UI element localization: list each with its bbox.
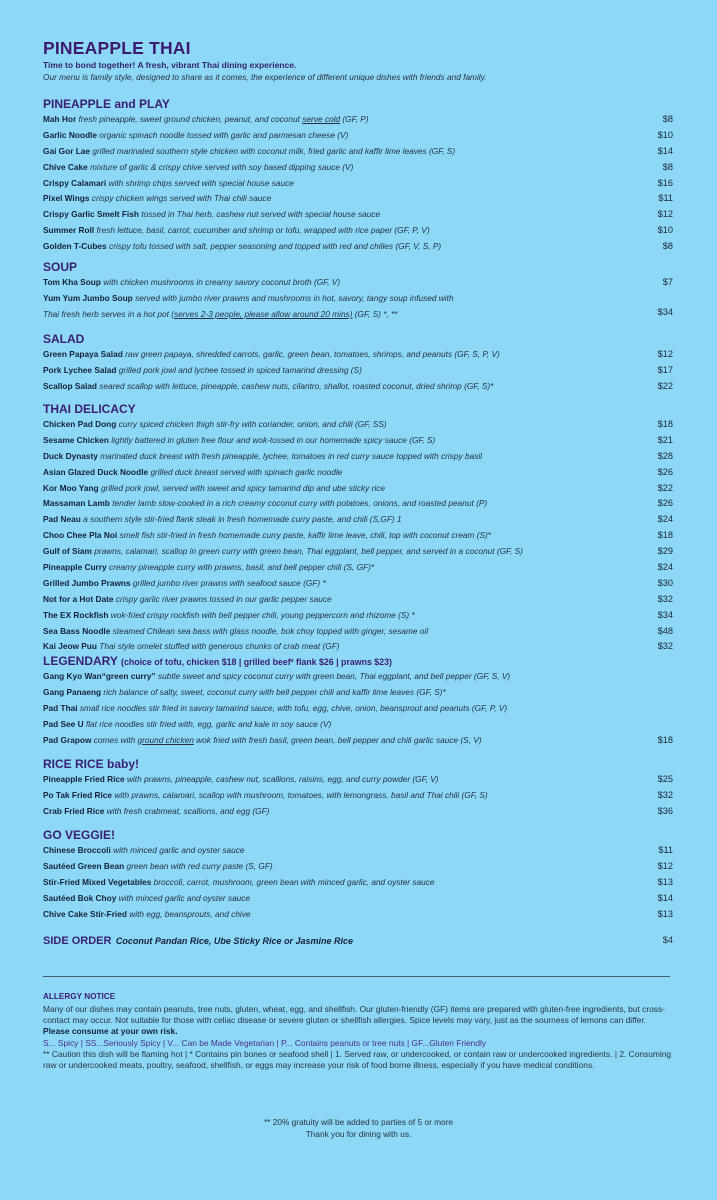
section-title: GO VEGGIE! (43, 828, 116, 842)
section-title: PINEAPPLE and PLAY (43, 97, 170, 111)
item-desc: grilled jumbo river prawns with seafood sauce (GF) * (132, 577, 326, 588)
item-name: Pad Grapow (43, 734, 92, 745)
menu-item (43, 363, 683, 379)
allergy-notice (43, 1004, 673, 1071)
menu-item (43, 128, 683, 144)
menu-item (43, 112, 683, 128)
item-price: $4 (662, 935, 673, 945)
item-name: Gai Gor Lae (43, 145, 91, 156)
item-price: $32 (657, 789, 673, 800)
menu-item (43, 685, 683, 701)
item-desc: curry spiced chicken thigh stir-fry with coriander, onion, and chili (GF, SS) (118, 419, 387, 429)
item-desc: seared scallop with lettuce, pineapple, cashew nuts, cilantro, shallot, roasted coconut, dried shrimp (GF, S)* (99, 380, 494, 391)
item-name: Garlic Noodle (43, 129, 97, 140)
item-name: Sesame Chicken (43, 434, 109, 445)
item-desc: grilled duck breast served with spinach garlic noodle (150, 466, 343, 477)
item-name: Green Papaya Salad (43, 349, 123, 359)
allergy-notes: ** Caution this dish will be flaming hot | * Contains pin bones or seafood shell | 1. Served raw, or undercooked, or contain raw or undercooked ingredients. | 2. Consuming raw or undercooked meats, poultry, seafood, shellfish, or eggs may increase your risk of food borne illness, especially if you have medical conditions. (43, 1048, 672, 1071)
item-desc: lightly battered in gluten free flour and wok-tossed in our homemade spicy sauce (GF, S) (111, 434, 436, 445)
menu-item (43, 144, 683, 160)
item-name: Sea Bass Noodle (43, 625, 111, 636)
section-rice (43, 756, 683, 820)
item-desc: comes with (93, 734, 136, 745)
item-price: $22 (657, 380, 673, 391)
item-desc: with shrimp chips served with special house sauce (108, 177, 294, 188)
item-desc: with minced garlic and oyster sauce (113, 845, 245, 855)
item-desc: fresh lettuce, basil, carrot, cucumber and shrimp or tofu, wrapped with rice paper (GF, P, V) (96, 225, 430, 236)
allergy-legend: S... Spicy | SS...Seriously Spicy | V... Can be Made Vegetarian | P... Contains peanuts or tree nuts | GF...Gluten Friendly (43, 1037, 487, 1048)
item-desc: subtle sweet and spicy coconut curry with green bean, Thai eggplant, and bell pepper (GF, S, V) (157, 671, 511, 681)
thank-you-note: Thank you for dining with us. (305, 1129, 412, 1139)
allergy-warning: Please consume at your own risk. (43, 1026, 178, 1037)
item-name: Crab Fried Rice (43, 805, 105, 816)
item-name: Gulf of Siam (43, 546, 92, 557)
item-desc-tail: (GF, S) *, ** (354, 308, 398, 319)
footer (0, 1116, 717, 1140)
item-price: $21 (657, 434, 673, 445)
menu-item (43, 544, 683, 560)
item-name: Pineapple Curry (43, 562, 107, 573)
item-desc: a southern style stir-fried flank steak in fresh homemade curry paste, and chili (S,GF) 1 (83, 514, 402, 525)
menu-item (43, 433, 683, 449)
menu-item (43, 859, 683, 875)
item-price: $32 (657, 641, 673, 652)
menu-item (43, 804, 683, 820)
menu-item (43, 379, 683, 395)
menu-item (43, 275, 683, 291)
gratuity-note: ** 20% gratuity will be added to parties of 5 or more (263, 1117, 454, 1127)
item-price: $28 (657, 450, 673, 461)
section-pineapple-play (43, 96, 683, 255)
section-title: RICE RICE baby! (43, 757, 140, 771)
item-price: $14 (657, 145, 673, 156)
item-desc: wok-fried crispy rockfish with bell pepper chili, young peppercorn and rhizome (S) * (110, 609, 415, 620)
section-soup (43, 259, 683, 321)
item-name: Chinese Broccoli (43, 845, 111, 855)
item-name: Yum Yum Jumbo Soup (43, 292, 133, 303)
item-desc: grilled pork jowl, served with sweet and spicy tamarind dip and ube sticky rice (100, 482, 386, 493)
item-price: $18 (657, 419, 673, 429)
item-price: $11 (658, 845, 673, 855)
item-desc: grilled pork jowl and lychee tossed in spiced tamarind dressing (S) (118, 364, 362, 375)
item-price: $34 (657, 306, 673, 317)
menu-item (43, 481, 683, 497)
menu-item (43, 733, 683, 749)
item-price: $8 (662, 241, 673, 252)
item-desc: crispy garlic river prawns tossed in our garlic pepper sauce (115, 593, 332, 604)
item-price: $18 (657, 734, 673, 745)
menu-item (43, 528, 683, 544)
item-desc: with prawns, pineapple, cashew nut, scallions, raisins, egg, and curry powder (GF, V) (126, 774, 439, 784)
item-name: Crispy Calamari (43, 177, 107, 188)
menu-item (43, 891, 683, 907)
item-price: $48 (657, 625, 673, 636)
menu-item (43, 347, 683, 363)
item-desc: broccoli, carrot, mushroom, green bean with minced garlic, and oyster sauce (153, 876, 435, 887)
menu-item (43, 191, 683, 207)
item-name: Mah Hor (43, 114, 77, 124)
item-name: Chive Cake (43, 161, 88, 172)
item-desc: prawns, calamari, scallop in green curry with green bean, Thai eggplant, bell pepper, and served in a coconut (GF, S) (94, 546, 523, 557)
item-desc: fresh pineapple, sweet ground chicken, peanut, and coconut (78, 114, 300, 124)
item-name: Pad Thai (43, 702, 78, 713)
item-desc: with prawns, calamari, scallop with mushroom, tomatoes, with lemongrass, basil and Thai chili (GF, S) (114, 789, 488, 800)
item-desc: smelt fish stir-fried in fresh homemade curry paste, kaffir lime leave, chili, top with coconut cream (S)* (119, 530, 492, 541)
item-desc: small rice noodles stir fried in savory tamarind sauce, with tofu, egg, chive, onion, beansprout and peanuts (GF, P, V) (79, 702, 508, 713)
item-price: $34 (657, 609, 673, 620)
item-name: Kai Jeow Puu (43, 641, 97, 652)
item-desc-underlined: (serves 2-3 people, please allow around 20 mins) (171, 308, 353, 319)
divider (43, 976, 670, 977)
item-name: Massaman Lamb (43, 498, 110, 509)
item-name: Sautéed Bok Choy (43, 892, 117, 903)
item-desc: flat rice noodles stir fried with, egg, garlic and kale in soy sauce (V) (85, 718, 332, 729)
section-veggie (43, 827, 683, 922)
menu-item (43, 717, 683, 733)
menu-item (43, 223, 683, 239)
item-name: Pork Lychee Salad (43, 364, 117, 375)
item-price: $13 (657, 876, 673, 887)
menu-item (43, 239, 683, 255)
menu-item (43, 160, 683, 176)
menu-item (43, 176, 683, 192)
item-name: Scallop Salad (43, 380, 97, 391)
item-name: Summer Roll (43, 225, 95, 236)
item-price: $22 (657, 482, 673, 493)
item-name: Stir-Fried Mixed Vegetables (43, 876, 152, 887)
menu-item (43, 560, 683, 576)
menu-item (43, 907, 683, 923)
item-price: $12 (657, 209, 673, 220)
menu-item (43, 624, 683, 640)
menu-item (43, 291, 683, 321)
item-price: $10 (657, 129, 673, 140)
item-price: $32 (657, 593, 673, 604)
item-desc: with chicken mushrooms in creamy savory coconut broth (GF, V) (103, 277, 341, 287)
item-desc: rich balance of salty, sweet, coconut curry with bell pepper chili and kaffir lime leaves (GF, S)* (103, 686, 446, 697)
item-price: $8 (662, 114, 673, 124)
item-desc: mixture of garlic & crispy chive served with soy based dipping sauce (V) (90, 161, 354, 172)
item-name: Po Tak Fried Rice (43, 789, 113, 800)
item-price: $36 (657, 805, 673, 816)
menu-item (43, 843, 683, 859)
section-title: SALAD (43, 332, 85, 346)
restaurant-title: PINEAPPLE THAI (43, 38, 191, 58)
item-price: $10 (657, 225, 673, 236)
item-price: $24 (657, 514, 673, 525)
item-desc: green bean with red curry paste (S, GF) (126, 860, 273, 871)
tagline: Time to bond together! A fresh, vibrant Thai dining experience. (43, 60, 297, 70)
menu-item (43, 608, 683, 624)
item-price: $12 (657, 349, 673, 359)
item-price: $25 (657, 774, 673, 784)
menu-item (43, 772, 683, 788)
menu-item (43, 496, 683, 512)
menu-item (43, 875, 683, 891)
menu-item (43, 669, 683, 685)
menu-item (43, 465, 683, 481)
section-salad (43, 331, 683, 395)
item-price: $14 (657, 892, 673, 903)
allergy-title: ALLERGY NOTICE (43, 992, 116, 1001)
item-desc: served with jumbo river prawns and mushrooms in hot, savory, tangy soup infused with (135, 292, 454, 303)
intro-text: Our menu is family style, designed to share as it comes, the experience of different unique dishes with friends and family. (43, 72, 487, 82)
item-price: $18 (657, 530, 673, 541)
menu-item (43, 207, 683, 223)
menu-item (43, 592, 683, 608)
section-title-text: LEGENDARY (43, 654, 118, 668)
menu-item (43, 788, 683, 804)
section-legendary (43, 653, 683, 748)
item-name: Gang Kyo Wan“green curry” (43, 671, 156, 681)
section-title: THAI DELICACY (43, 402, 136, 416)
item-desc-underlined: ground chicken (137, 734, 194, 745)
item-desc-tail: wok fried with fresh basil, green bean, bell pepper and chili garlic sauce (S, V) (196, 734, 482, 745)
item-desc: organic spinach noodle tossed with garlic and parmesan cheese (V) (99, 129, 349, 140)
item-price: $7 (662, 277, 673, 287)
item-desc: with minced garlic and oyster sauce (118, 892, 251, 903)
item-name: Gang Panaeng (43, 686, 102, 697)
item-desc: grilled marinated southern style chicken with coconut milk, fried garlic and kaffir lime leaves (GF, S) (92, 145, 456, 156)
item-desc: with egg, beansprouts, and chive (129, 908, 251, 919)
item-price: $13 (657, 908, 673, 919)
allergy-text: Many of our dishes may contain peanuts, tree nuts, gluten, wheat, egg, and shellfish. Our gluten-friendly (GF) items are prepared with gluten-free ingredients, but cross-contact may occur. Not suitable for those with celiac disease or severe gluten or shellfish allergies. Spice levels may vary, just as the sourness of lemons can differ. (43, 1004, 665, 1026)
item-desc-tail: (GF, P) (342, 114, 369, 124)
item-price: $12 (657, 860, 673, 871)
item-desc: crispy tofu tossed with salt, pepper seasoning and topped with red and chilies (GF, V, S, P) (108, 241, 442, 252)
menu-item (43, 701, 683, 717)
section-title (43, 653, 683, 669)
section-subtitle: (choice of tofu, chicken $18 | grilled beef² flank $26 | prawns $23) (121, 657, 392, 667)
side-order (43, 931, 683, 949)
section-title: SOUP (43, 260, 78, 274)
item-desc: raw green papaya, shredded carrots, garlic, green bean, tomatoes, shrimps, and peanuts (GF, S, P, V) (125, 349, 500, 359)
item-desc-underlined: serve cold (302, 114, 341, 124)
item-price: $16 (657, 177, 673, 188)
item-name: Pad See U (43, 718, 84, 729)
item-name: Chive Cake Stir-Fried (43, 908, 127, 919)
menu-item (43, 512, 683, 528)
item-price: $17 (657, 364, 673, 375)
item-name: The EX Rockfish (43, 609, 109, 620)
item-price: $26 (657, 466, 673, 477)
item-desc: Thai style omelet stuffed with generous chunks of crab meat (GF) (99, 641, 340, 652)
item-desc-line2 (43, 307, 683, 323)
section-thai-delicacy (43, 401, 683, 655)
item-desc: marinated duck breast with fresh pineapple, lychee, tomatoes in red curry sauce topped with crispy basil (100, 450, 483, 461)
item-desc: creamy pineapple curry with prawns, basil, and bell pepper chili (S, GF)* (108, 562, 375, 573)
section-title: SIDE ORDER (43, 935, 112, 947)
item-name: Golden T-Cubes (43, 241, 107, 252)
item-price: $30 (657, 577, 673, 588)
item-price: $24 (657, 562, 673, 573)
item-name: Chicken Pad Dong (43, 419, 117, 429)
item-name: Pixel Wings (43, 193, 90, 204)
item-desc: tossed in Thai herb, cashew nut served with special house sauce (141, 209, 381, 220)
item-name: Asian Glazed Duck Noodle (43, 466, 149, 477)
item-name: Duck Dynasty (43, 450, 98, 461)
item-price: $8 (662, 161, 673, 172)
item-name: Tom Kha Soup (43, 277, 101, 287)
item-name: Grilled Jumbo Prawns (43, 577, 131, 588)
item-name: Not for a Hot Date (43, 593, 114, 604)
item-desc: tender lamb slow-cooked in a rich creamy coconut curry with potatoes, onions, and roasted peanut (P) (112, 498, 488, 509)
item-name: Kor Moo Yang (43, 482, 99, 493)
item-name: Pad Neau (43, 514, 81, 525)
item-price: $26 (657, 498, 673, 509)
menu-item (43, 417, 683, 433)
item-name: Crispy Garlic Smelt Fish (43, 209, 139, 220)
item-name: Pineapple Fried Rice (43, 774, 125, 784)
menu-item (43, 449, 683, 465)
item-price: $29 (657, 546, 673, 557)
item-price: $11 (658, 193, 673, 204)
item-desc: with fresh crabmeat, scallions, and egg (GF) (106, 805, 270, 816)
item-desc-line2-text: Thai fresh herb serves in a hot pot (43, 308, 169, 319)
item-name: Choo Chee Pla Noi (43, 530, 118, 541)
side-options: Coconut Pandan Rice, Ube Sticky Rice or Jasmine Rice (115, 936, 353, 946)
item-desc: steamed Chilean sea bass with glass noodle, bok choy topped with ginger, sesame oil (112, 625, 429, 636)
item-desc: crispy chicken wings served with Thai chili sauce (91, 193, 272, 204)
menu-item (43, 576, 683, 592)
item-name: Sautéed Green Bean (43, 860, 125, 871)
